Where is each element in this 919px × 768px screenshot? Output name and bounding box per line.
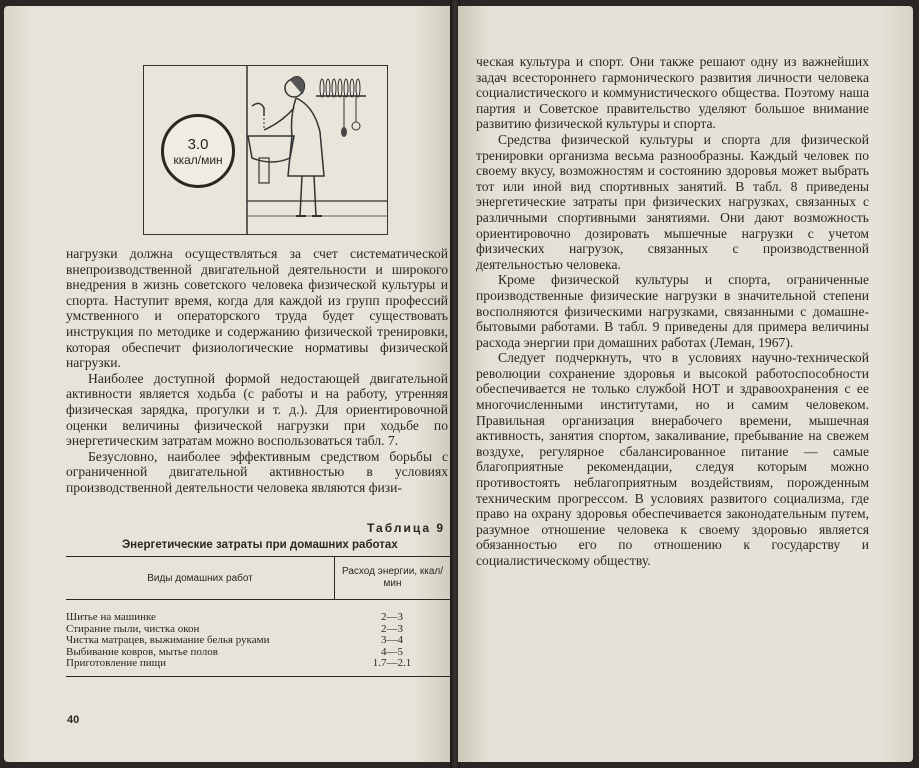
table-row	[66, 612, 450, 624]
column-header-energy: Расход энергии, ккал/мин	[341, 566, 443, 589]
badge-unit: ккал/мин	[173, 152, 223, 167]
illustration-woman-washing	[143, 65, 388, 235]
cell-energy: 4—5	[381, 645, 403, 658]
column-header-work: Виды домашних работ	[66, 557, 335, 599]
page-number: 40	[67, 714, 80, 726]
cell-work: Приготовление пищи	[66, 657, 167, 670]
paragraph: Следует подчеркнуть, что в условиях научно-технической революции сохранение здоровья и высокой работоспособности обеспечивается не только службой НОТ и здравоохранения с ее многочисленными институтами, но и самим человеком. Правильная организация внерабочего времени, мышечная активность, занятия спортом, закаливание, пребывание на свежем воздухе, регулярное сбалансированное питание — самые благоприятные рекомендации, следуя которым можно противостоять неблагоприятным воздействиям, порожденным техническим прогрессом. В условиях развитого социализма, где право на охрану здоровья обеспечивается законодательным путем, разумное отношение человека к своему здоровью является обязанностью его по отношению к государству и социалистическому обществу.	[476, 350, 869, 568]
paragraph: нагрузки должна осуществляться за счет систематической внепроизводственной двигательной деятельности и широкого внедрения в жизнь советского человека физической культуры и спорта. Наступит время, когда для каждой из групп профессий умственного и операторского труда будет существовать инструкция по методике и содержанию физической тренировки, которая обеспечит физиологические нормативы физической нагрузки.	[66, 246, 448, 371]
cell-energy: 2—3	[381, 622, 403, 635]
cell-work: Выбивание ковров, мытье полов	[66, 645, 218, 658]
paragraph: Кроме физической культуры и спорта, ограниченные производственные физические нагрузки в значительной степени восполняются физическими нагрузками, связанными с домашне-бытовыми работами. В табл. 9 приведены для примера величины расхода энергии при домашних работах (Леман, 1967).	[476, 272, 869, 350]
cell-work: Стирание пыли, чистка окон	[66, 622, 200, 635]
table-caption: Таблица 9	[367, 521, 446, 535]
right-page	[458, 6, 913, 762]
table-title: Энергетические затраты при домашних работах	[122, 539, 398, 551]
badge-value: 3.0	[187, 135, 209, 153]
paragraph: Средства физической культуры и спорта для физической тренировки организма весьма разнообразны. Каждый человек по своему вкусу, возможностям и состоянию здоровья может выбрать тот или иной вид спортивных занятий. В табл. 8 приведены энергетические затраты при физических нагрузках, связанных с различными спортивными занятиями. Они дают возможность ориентировочно дозировать мышечные нагрузки с учетом физических нагрузок, связанных с производственной деятельностью человека.	[476, 131, 869, 272]
table-body	[66, 600, 450, 677]
left-page	[4, 6, 452, 762]
cell-work: Шитье на машинке	[66, 611, 156, 623]
cell-work: Чистка матрацев, выжимание белья руками	[66, 634, 270, 647]
cell-energy: 2—3	[381, 611, 403, 623]
right-body-text	[476, 54, 869, 569]
table-row	[66, 658, 450, 670]
cell-energy: 3—4	[381, 634, 403, 647]
cell-energy: 1.7—2.1	[372, 657, 412, 670]
paragraph: Наиболее доступной формой недостающей двигательной активности является ходьба (с работы и на работу, утренняя физическая зарядка, прогулки и т. д.). Для ориентировочной оценки величины физической нагрузки при ходьбе по энергетическим затратам можно воспользоваться табл. 7.	[66, 370, 448, 449]
energy-badge	[161, 114, 235, 188]
paragraph: ческая культура и спорт. Они также решают одну из важнейших задач всестороннего гармонического развития личности человека социалистического и коммунистического общества. Поэтому наша партия и Советское правительство уделяют большое внимание развитию физической культуры и спорта.	[476, 54, 869, 132]
left-body-text	[66, 246, 448, 496]
table-header	[66, 556, 450, 600]
energy-table	[66, 556, 450, 677]
paragraph: Безусловно, наиболее эффективным средством борьбы с ограниченной двигательной активностью в условиях производственной деятельности человека являются физи-	[66, 448, 448, 495]
